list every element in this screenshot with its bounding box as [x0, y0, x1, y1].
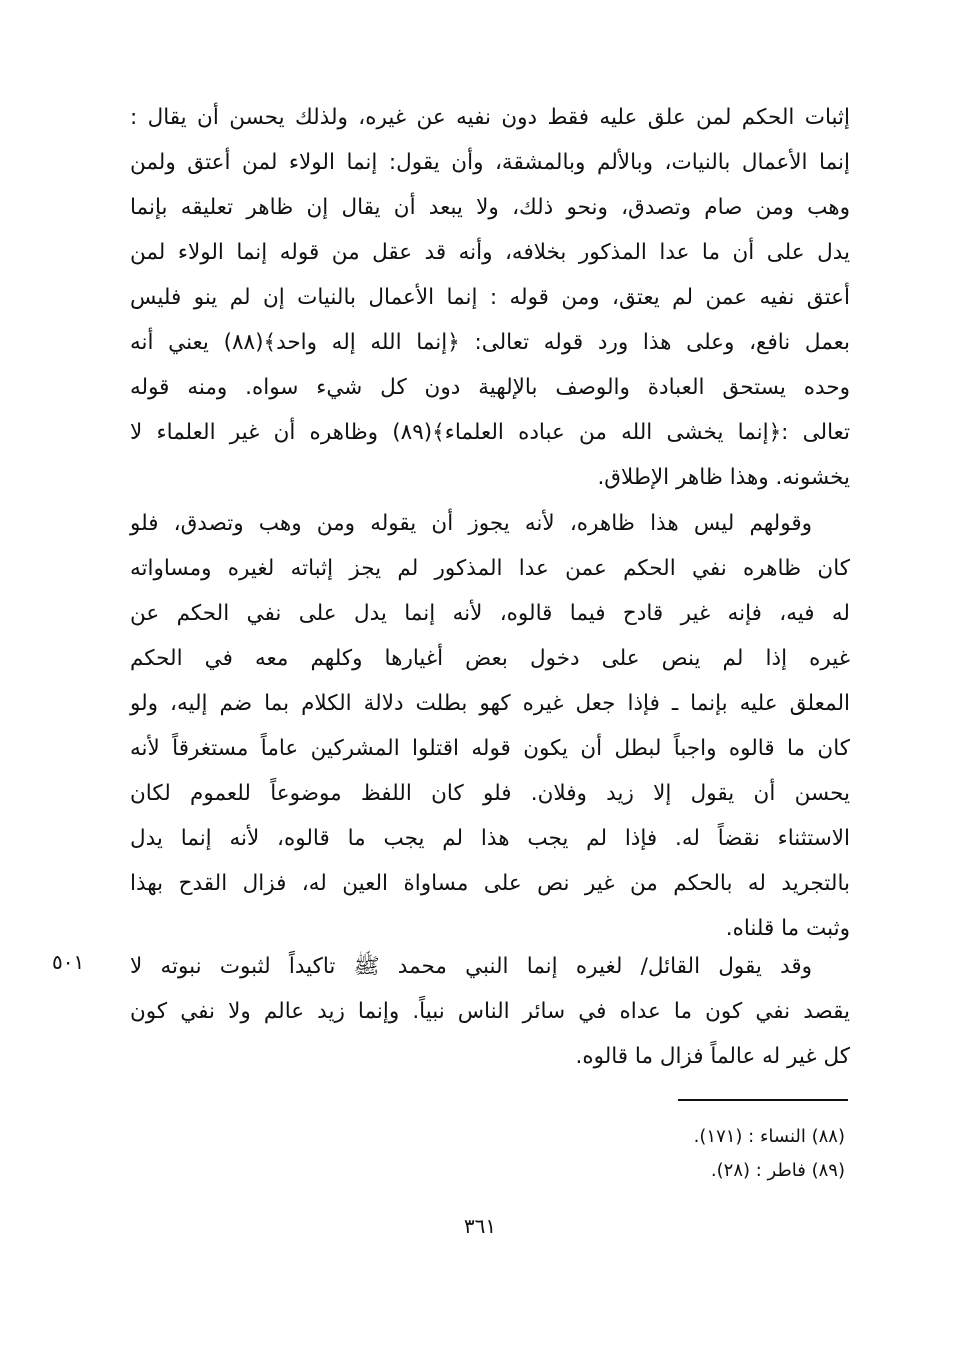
footnote-88: (٨٨) النساء : (١٧١). [693, 1126, 845, 1147]
text-line: غيره إذا لم ينص على دخول بعض أغيارها وكلهم معه في الحكم [130, 646, 850, 671]
text-line: وقولهم ليس هذا ظاهره، لأنه يجوز أن يقوله ومن وهب وتصدق، فلو [130, 511, 812, 536]
text-line: كان ظاهره نفي الحكم عمن عدا المذكور لم يجز إثباته لغيره ومساواته [130, 556, 850, 581]
text-line: المعلق عليه بإنما ـ فإذا جعل غيره كهو بطلت دلالة الكلام بما ضم إليه، ولو [130, 691, 850, 716]
text-line: يقصد نفي كون ما عداه في سائر الناس نبياً. وإنما زيد عالم ولا نفي كون [130, 999, 850, 1024]
text-line: بالتجريد له بالحكم من غير نص على مساواة العين له، فزال القدح بهذا [130, 871, 850, 896]
text-line: تعالى :﴿إنما يخشى الله من عباده العلماء﴾(٨٩) وظاهره أن غير العلماء لا [130, 420, 850, 445]
text-line: يخشونه. وهذا ظاهر الإطلاق. [597, 465, 850, 490]
footnote-89: (٨٩) فاطر : (٢٨). [710, 1160, 845, 1181]
text-line: وقد يقول القائل/ لغيره إنما النبي محمد ﷺ تاكيداً لثبوت نبوته لا [130, 954, 812, 979]
text-line: كان ما قالوه واجباً لبطل أن يكون قوله اقتلوا المشركين عاماً مستغرقاً لأنه [130, 736, 850, 761]
text-line: وهب ومن صام وتصدق، ونحو ذلك، ولا يبعد أن يقال إن ظاهر تعليقه بإنما [130, 195, 850, 220]
paragraph-2 [130, 501, 850, 951]
text-line: أعتق نفيه عمن لم يعتق، ومن قوله : إنما الأعمال بالنيات إن لم ينو فليس [130, 285, 850, 310]
text-line: الاستثناء نقضاً له. فإذا لم يجب هذا لم يجب ما قالوه، لأنه إنما يدل [130, 826, 850, 851]
text-line: له فيه، فإنه غير قادح فيما قالوه، لأنه إنما يدل على نفي الحكم عن [130, 601, 850, 626]
page-number: ٣٦١ [463, 1214, 497, 1238]
text-line: يدل على أن ما عدا المذكور بخلافه، وأنه قد عقل من قوله إنما الولاء لمن [130, 240, 850, 265]
text-line: إنما الأعمال بالنيات، وبالألم وبالمشقة، وأن يقول: إنما الولاء لمن أعتق ولمن [130, 150, 850, 175]
text-line: بعمل نافع، وعلى هذا ورد قوله تعالى: ﴿إنما الله إله واحد﴾(٨٨) يعني أنه [130, 330, 850, 355]
margin-page-reference: ٥٠١ [52, 950, 85, 974]
text-line: وثبت ما قلناه. [725, 916, 850, 941]
text-line: إثبات الحكم لمن علق عليه فقط دون نفيه عن غيره، ولذلك يحسن أن يقال : [130, 105, 850, 130]
footnotes [500, 1120, 845, 1188]
paragraph-3 [130, 944, 850, 1079]
footnote-separator [678, 1099, 848, 1101]
paragraph-1 [130, 95, 850, 500]
text-line: كل غير له عالماً فزال ما قالوه. [575, 1044, 850, 1069]
text-line: يحسن أن يقول إلا زيد وفلان. فلو كان اللفظ موضوعاً للعموم لكان [130, 781, 850, 806]
text-line: وحده يستحق العبادة والوصف بالإلهية دون كل شيء سواه. ومنه قوله [130, 375, 850, 400]
